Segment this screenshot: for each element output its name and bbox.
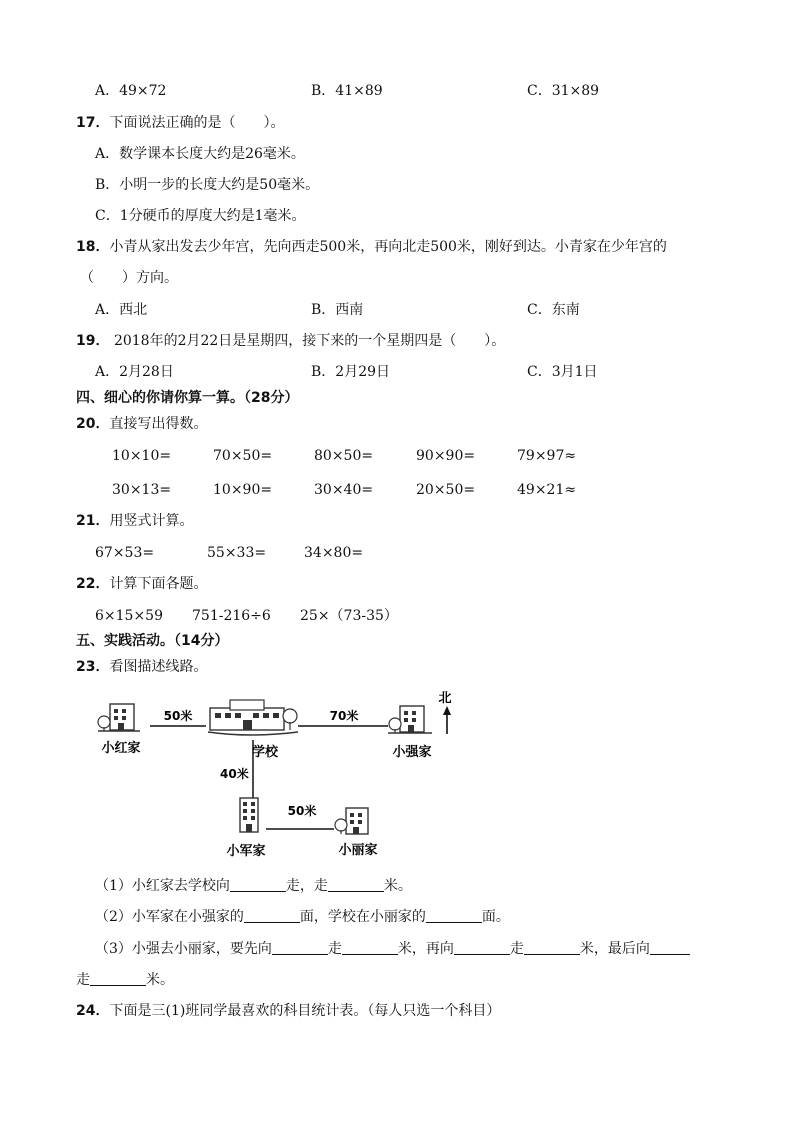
answer-blank[interactable] xyxy=(426,908,482,923)
q20-item: 10×10= xyxy=(112,448,172,464)
q20-item: 49×21≈ xyxy=(517,482,577,498)
answer-blank[interactable] xyxy=(454,940,510,955)
q19-stem xyxy=(76,331,505,351)
q16-option-c: C．31×89 xyxy=(527,83,600,99)
q17-option-a: A．数学课本长度大约是26毫米。 xyxy=(95,146,305,162)
q20-item: 30×13= xyxy=(112,482,172,498)
school-icon xyxy=(208,700,298,735)
q24-number: 24． xyxy=(76,1003,110,1019)
q21-stem xyxy=(76,511,193,531)
q17-option-c: C．1分硬币的厚度大约是1毫米。 xyxy=(95,208,306,224)
answer-blank[interactable] xyxy=(230,877,286,892)
q22-item: 751-216÷6 xyxy=(192,608,271,624)
q18-number: 18． xyxy=(76,239,110,255)
xiaojun-home-label: 小军家 xyxy=(226,844,266,859)
q22-item: 25×（73-35） xyxy=(300,608,398,624)
q20-text: 直接写出得数。 xyxy=(109,416,208,432)
q18-stem-2: （ ）方向。 xyxy=(80,270,178,286)
q18-option-c: C．东南 xyxy=(527,302,580,318)
answer-blank[interactable] xyxy=(650,940,690,955)
q19-text: 2018年的2月22日是星期四，接下来的一个星期四是（ ）。 xyxy=(113,333,506,349)
q19-option-c: C．3月1日 xyxy=(527,364,598,380)
q16-option-b: B．41×89 xyxy=(311,83,383,99)
section-4-title: 四、细心的你请你算一算。（28分） xyxy=(76,390,299,406)
q16-option-a: A．49×72 xyxy=(95,83,167,99)
q21-number: 21． xyxy=(76,513,110,529)
q20-item: 70×50= xyxy=(213,448,273,464)
q22-stem xyxy=(76,574,207,594)
q23-text: 看图描述线路。 xyxy=(109,659,208,675)
q18-stem xyxy=(76,237,667,257)
north-label: 北 xyxy=(438,691,452,706)
q20-number: 20． xyxy=(76,416,110,432)
xiaoqiang-home-label: 小强家 xyxy=(392,745,432,760)
north-arrow-icon xyxy=(443,706,451,734)
building-icon xyxy=(388,706,432,733)
q20-item: 79×97≈ xyxy=(517,448,577,464)
q24-text: 下面是三(1)班同学最喜欢的科目统计表。（每人只选一个科目） xyxy=(109,1003,501,1019)
q22-item: 6×15×59 xyxy=(95,608,163,624)
q20-item: 80×50= xyxy=(314,448,374,464)
q22-number: 22． xyxy=(76,576,110,592)
q23-stem xyxy=(76,657,207,677)
q17-stem xyxy=(76,113,284,133)
route-map xyxy=(90,682,480,862)
q23-sub-3-cont: 走 米。 xyxy=(76,972,174,988)
q17-option-b: B．小明一步的长度大约是50毫米。 xyxy=(95,177,320,193)
xiaoli-home-label: 小丽家 xyxy=(338,843,378,858)
answer-blank[interactable] xyxy=(90,971,146,986)
q21-item: 34×80= xyxy=(304,545,364,561)
distance-label: 40米 xyxy=(220,767,249,781)
building-icon xyxy=(98,704,140,731)
building-icon xyxy=(335,808,368,834)
building-icon xyxy=(240,798,258,832)
xiaohong-home-label: 小红家 xyxy=(101,741,141,756)
answer-blank[interactable] xyxy=(272,940,328,955)
q21-item: 55×33= xyxy=(207,545,267,561)
school-label: 学校 xyxy=(251,745,279,760)
q20-stem xyxy=(76,414,207,434)
q23-sub-1: （1）小红家去学校向 走，走 米。 xyxy=(95,878,412,894)
q21-text: 用竖式计算。 xyxy=(109,513,194,529)
q20-item: 30×40= xyxy=(314,482,374,498)
answer-blank[interactable] xyxy=(524,940,580,955)
q19-number: 19． xyxy=(76,333,110,349)
q23-sub-2: （2）小军家在小强家的 面，学校在小丽家的 面。 xyxy=(95,909,510,925)
q21-item: 67×53= xyxy=(95,545,155,561)
q20-item: 10×90= xyxy=(213,482,273,498)
answer-blank[interactable] xyxy=(328,877,384,892)
answer-blank[interactable] xyxy=(244,908,300,923)
q24-stem xyxy=(76,1001,500,1021)
answer-blank[interactable] xyxy=(342,940,398,955)
q17-text: 下面说法正确的是（ ）。 xyxy=(109,115,285,131)
q23-number: 23． xyxy=(76,659,110,675)
q18-text-1: 小青从家出发去少年宫，先向西走500米，再向北走500米，刚好到达。小青家在少年宫的 xyxy=(109,239,667,255)
q22-text: 计算下面各题。 xyxy=(109,576,208,592)
distance-label: 50米 xyxy=(287,804,317,818)
q23-sub-3: （3）小强去小丽家，要先向 走 米，再向 走 米，最后向 xyxy=(95,939,690,959)
distance-label: 50米 xyxy=(163,709,193,723)
q17-number: 17． xyxy=(76,115,110,131)
distance-label: 70米 xyxy=(329,709,359,723)
q18-option-a: A．西北 xyxy=(95,302,148,318)
section-5-title: 五、实践活动。（14分） xyxy=(76,633,229,649)
q20-item: 90×90= xyxy=(416,448,476,464)
q18-option-b: B．西南 xyxy=(311,302,364,318)
q19-option-a: A．2月28日 xyxy=(95,364,174,380)
q20-item: 20×50= xyxy=(416,482,476,498)
q19-option-b: B．2月29日 xyxy=(311,364,391,380)
